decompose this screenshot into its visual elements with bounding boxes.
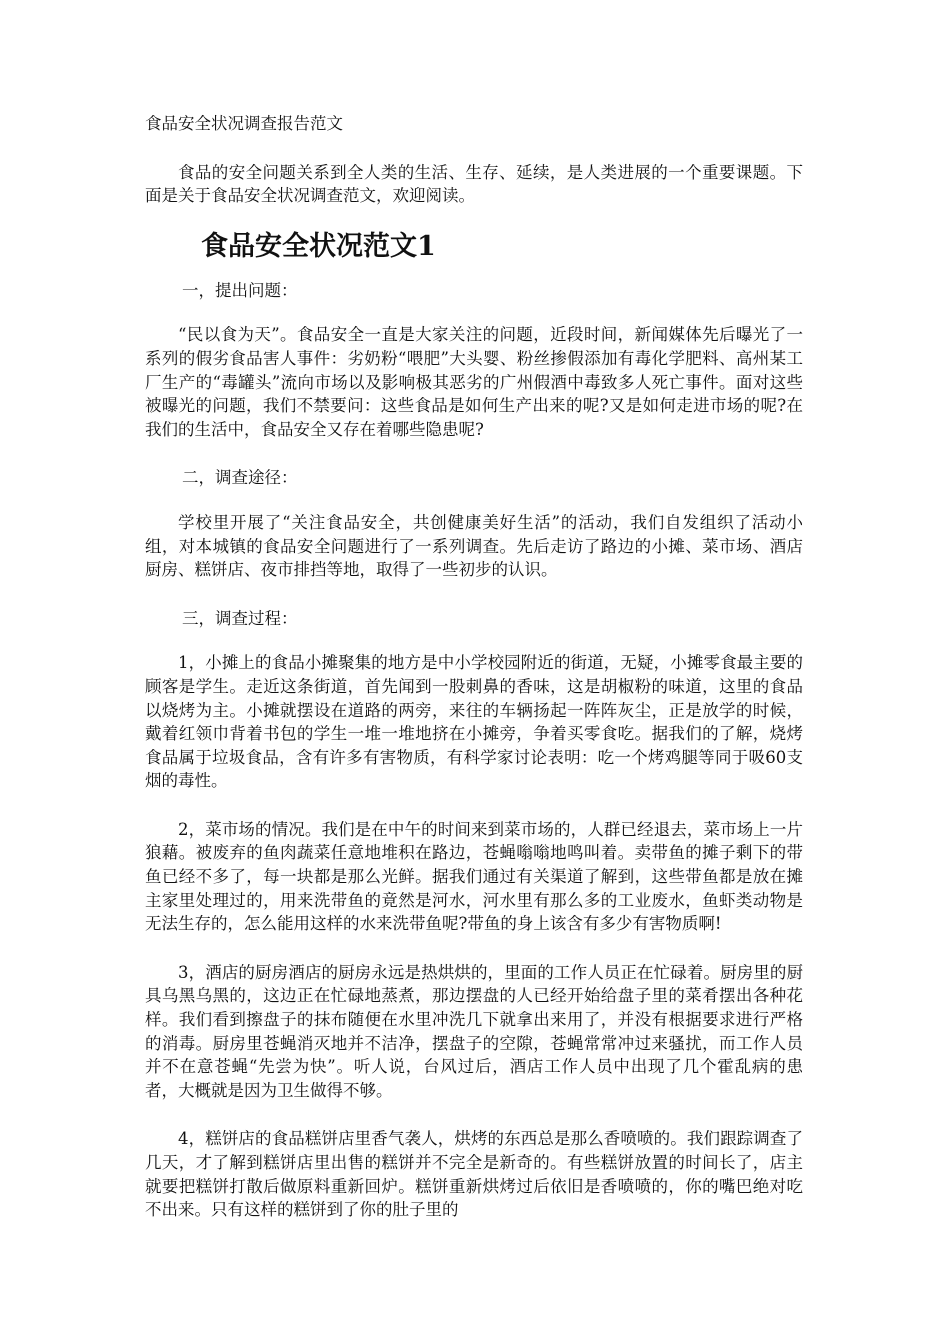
- section-title-3: 三，调查过程：: [182, 608, 298, 628]
- section-body-1: “民以食为天”。食品安全一直是大家关注的问题，近段时间，新闻媒体先后曝光了一系列的假劣食品害人事件：劣奶粉“喂肥”大头婴、粉丝掺假添加有毒化学肥料、高州某工厂生产的“毒罐头”流向市场以及影响极其恶劣的广州假酒中毒致多人死亡事件。面对这些被曝光的问题，我们不禁要问：这些食品是如何生产出来的呢?又是如何走进市场的呢?在我们的生活中，食品安全又存在着哪些隐患呢?: [145, 325, 803, 439]
- process-item-2: 2，菜市场的情况。我们是在中午的时间来到菜市场的，人群已经退去，菜市场上一片狼藉。被废弃的鱼肉蔬菜任意地堆积在路边，苍蝇嗡嗡地鸣叫着。卖带鱼的摊子剩下的带鱼已经不多了，每一块都是那么光鲜。据我们通过有关渠道了解到，这些带鱼都是放在摊主家里处理过的，用来洗带鱼的竟然是河水，河水里有那么多的工业废水，鱼虾类动物是无法生存的，怎么能用这样的水来洗带鱼呢?带鱼的身上该含有多少有害物质啊!: [145, 819, 803, 934]
- section-title-2: 二，调查途径：: [182, 468, 298, 488]
- process-item-4: 4，糕饼店的食品糕饼店里香气袭人，烘烤的东西总是那么香喷喷的。我们跟踪调查了几天，才了解到糕饼店里出售的糕饼并不完全是新奇的。有些糕饼放置的时间长了，店主就要把糕饼打散后做原料重新回炉。糕饼重新烘烤过后依旧是香喷喷的，你的嘴巴绝对吃不出来。只有这样的糕饼到了你的肚子里的: [145, 1129, 803, 1220]
- intro-paragraph: 食品的安全问题关系到全人类的生活、生存、延续，是人类进展的一个重要课题。下面是关于食品安全状况调查范文，欢迎阅读。: [145, 162, 803, 206]
- section-heading: 食品安全状况范文1: [201, 230, 436, 262]
- document-title: 食品安全状况调查报告范文: [145, 114, 343, 133]
- process-item-1: 1，小摊上的食品小摊聚集的地方是中小学校园附近的街道，无疑，小摊零食最主要的顾客是学生。走近这条街道，首先闻到一股刺鼻的香味，这是胡椒粉的味道，这里的食品以烧烤为主。小摊就摆设在道路的两旁，来往的车辆扬起一阵阵灰尘，正是放学的时候，戴着红领巾背着书包的学生一堆一堆地挤在小摊旁，争着买零食吃。据我们的了解，烧烤食品属于垃圾食品，含有许多有害物质，有科学家讨论表明：吃一个烤鸡腿等同于吸60支烟的毒性。: [145, 653, 803, 791]
- section-title-1: 一，提出问题：: [182, 280, 298, 300]
- document-page: [145, 112, 803, 1222]
- section-body-2: 学校里开展了“关注食品安全，共创健康美好生活”的活动，我们自发组织了活动小组，对本城镇的食品安全问题进行了一系列调查。先后走访了路边的小摊、菜市场、酒店厨房、糕饼店、夜市排挡等地，取得了一些初步的认识。: [145, 512, 803, 580]
- process-item-3: 3，酒店的厨房酒店的厨房永远是热烘烘的，里面的工作人员正在忙碌着。厨房里的厨具乌黑乌黑的，这边正在忙碌地蒸煮，那边摆盘的人已经开始给盘子里的菜肴摆出各种花样。我们看到擦盘子的抹布随便在水里冲洗几下就拿出来用了，并没有根据要求进行严格的消毒。厨房里苍蝇消灭地并不洁净，摆盘子的空隙，苍蝇常常冲过来骚扰，而工作人员并不在意苍蝇“先尝为快”。听人说，台风过后，酒店工作人员中出现了几个霍乱病的患者，大概就是因为卫生做得不够。: [145, 962, 803, 1100]
